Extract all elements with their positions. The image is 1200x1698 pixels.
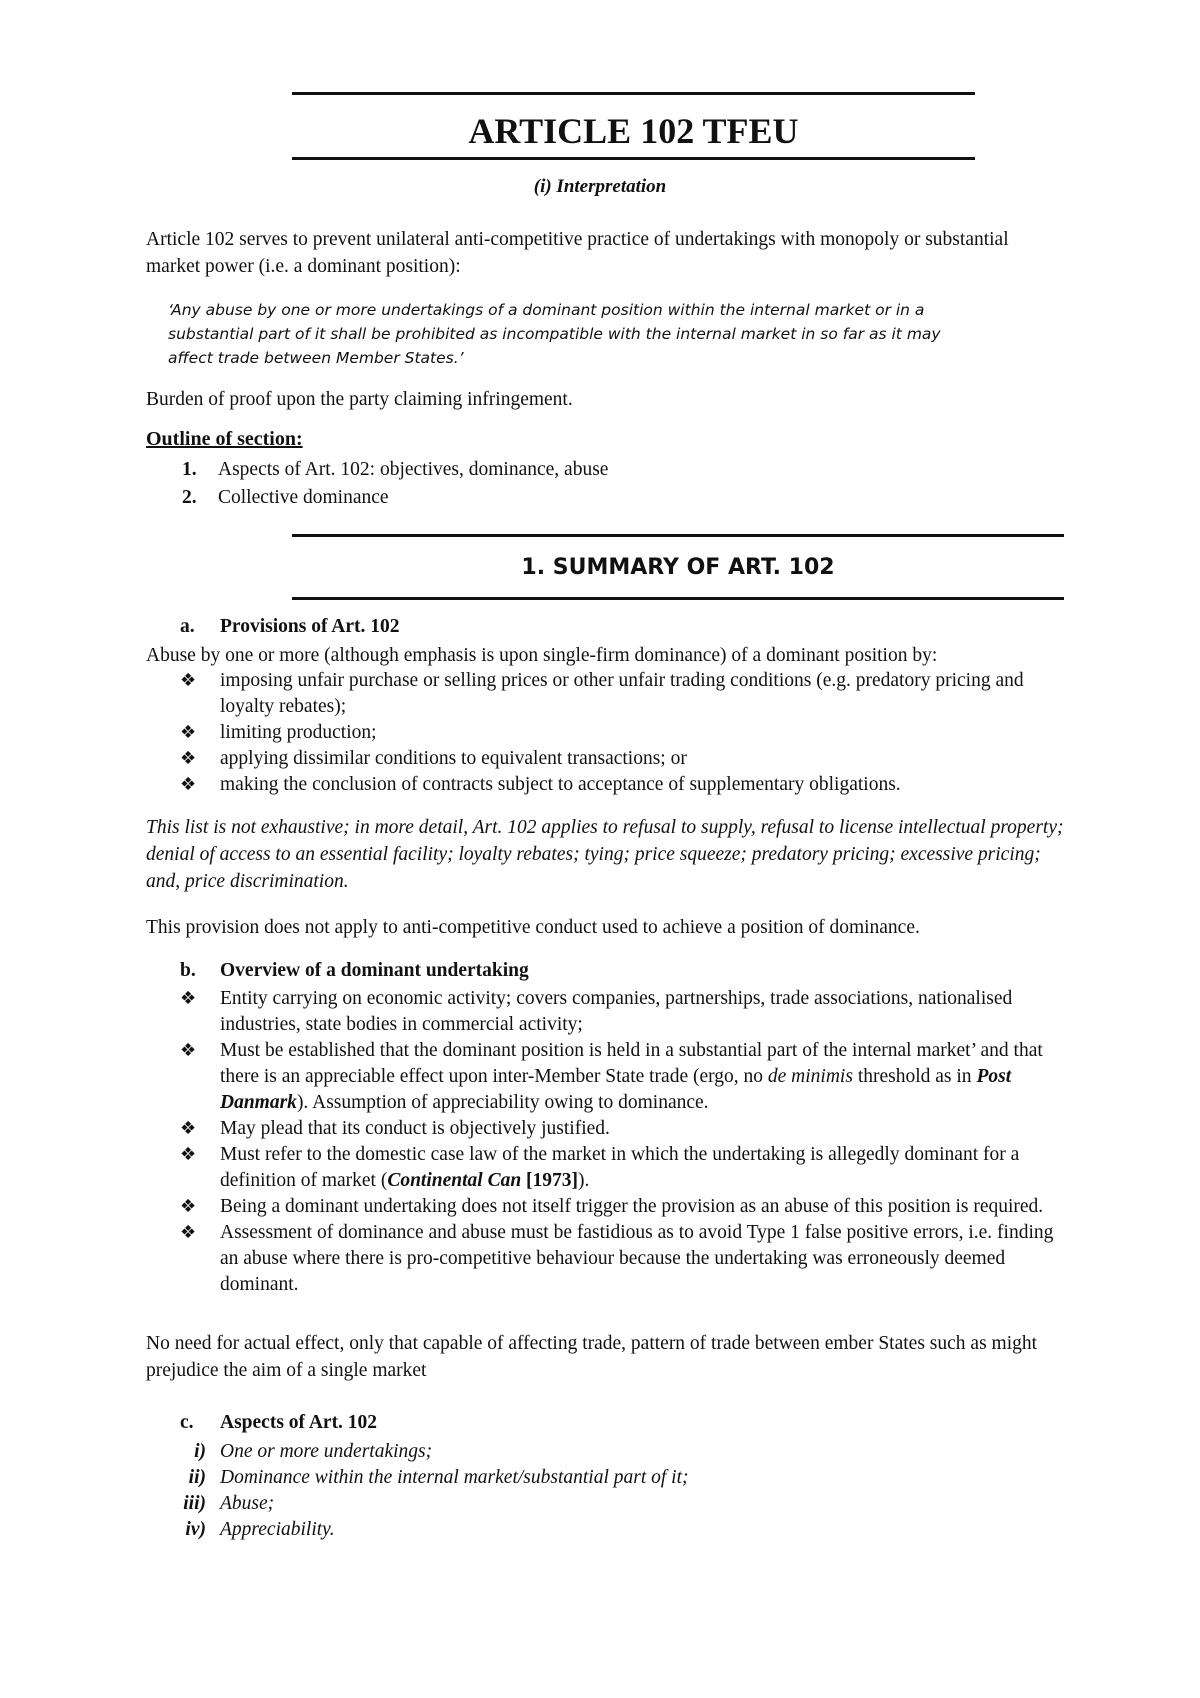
subheading-text: Aspects of Art. 102 (220, 1412, 378, 1433)
bullet-text-segment: Must be established that the dominant position is held in a substantial part of the internal market’ and that there is an appreciable effect upon inter-Member State trade (ergo, no (220, 1040, 1043, 1087)
bullet-text-segment: ). (578, 1170, 590, 1191)
diamond-bullet-icon: ❖ (180, 1196, 197, 1217)
aspect-text: Appreciability. (220, 1519, 335, 1540)
section-rule-bottom (292, 597, 1064, 600)
bullet-text-segment: ). Assumption of appreciability owing to dominance. (296, 1092, 709, 1113)
list-item (180, 720, 1070, 746)
title-block (292, 92, 975, 160)
subheading-letter: a. (180, 616, 195, 637)
outline-list (146, 456, 608, 512)
bullet-text-segment: threshold as in (852, 1066, 977, 1087)
page-title: ARTICLE 102 TFEU (468, 111, 799, 151)
list-item (180, 668, 1070, 720)
bullet-text (220, 1142, 1070, 1194)
bullet-text (220, 1038, 1070, 1116)
diamond-bullet-icon: ❖ (180, 1144, 197, 1165)
list-item (180, 1142, 1070, 1194)
bullet-text: Being a dominant undertaking does not itself trigger the provision as an abuse of this position is required. (220, 1196, 1044, 1217)
latin-term: de minimis (767, 1066, 853, 1087)
diamond-bullet-icon: ❖ (180, 988, 197, 1009)
effect-paragraph: No need for actual effect, only that capable of affecting trade, pattern of trade between ember States such as might prejudice the aim of a single market (146, 1333, 1038, 1381)
list-item (150, 1517, 689, 1543)
aspect-text: One or more undertakings; (220, 1441, 433, 1462)
subheading-text: Overview of a dominant undertaking (220, 960, 529, 981)
provisions-bullet-list (180, 668, 1070, 798)
diamond-bullet-icon: ❖ (180, 774, 197, 795)
outline-item (146, 484, 608, 512)
bullet-text: imposing unfair purchase or selling prices or other unfair trading conditions (e.g. predatory pricing and loyalty rebates); (220, 670, 1024, 717)
bullet-text: applying dissimilar conditions to equivalent transactions; or (220, 748, 687, 769)
dominance-note: This provision does not apply to anti-competitive conduct used to achieve a position of dominance. (146, 917, 920, 938)
aspect-text: Dominance within the internal market/substantial part of it; (220, 1467, 689, 1488)
section-title: 1. SUMMARY OF ART. 102 (521, 555, 835, 580)
aspect-text: Abuse; (220, 1493, 275, 1514)
aspects-list (150, 1439, 689, 1543)
case-year: [1973] (521, 1170, 579, 1191)
page-subtitle: (i) Interpretation (533, 176, 667, 197)
bullet-text: making the conclusion of contracts subject to acceptance of supplementary obligations. (220, 774, 901, 795)
section-rule-top (292, 534, 1064, 537)
bullet-text: Entity carrying on economic activity; covers companies, partnerships, trade associations, nationalised industries, state bodies in commercial activity; (220, 988, 1013, 1035)
list-item (180, 1194, 1070, 1220)
bullet-text: Assessment of dominance and abuse must be fastidious as to avoid Type 1 false positive errors, i.e. finding an abuse where there is pro-competitive behaviour because the undertaking was erroneously deemed dominant. (220, 1222, 1054, 1295)
subheading-a (180, 616, 399, 638)
roman-number: i) (194, 1441, 206, 1462)
subheading-text: Provisions of Art. 102 (220, 616, 400, 637)
bullet-text: May plead that its conduct is objectively justified. (220, 1118, 610, 1139)
section-heading-block (292, 534, 1064, 600)
subheading-b (180, 960, 529, 982)
article-quote: ‘Any abuse by one or more undertakings of a dominant position within the internal market or in a substantial part of it shall be prohibited as incompatible with the internal market in so far as it may affect trade between Member States.’ (168, 301, 941, 367)
list-item (150, 1491, 689, 1517)
title-rule-top (292, 92, 975, 95)
intro-paragraph: Article 102 serves to prevent unilateral anti-competitive practice of undertakings with monopoly or substantial market power (i.e. a dominant position): (146, 229, 1009, 277)
burden-paragraph: Burden of proof upon the party claiming infringement. (146, 389, 573, 410)
outline-heading: Outline of section: (146, 428, 303, 450)
diamond-bullet-icon: ❖ (180, 1222, 197, 1243)
list-item (150, 1439, 689, 1465)
list-item (150, 1465, 689, 1491)
dominant-undertaking-bullet-list (180, 986, 1070, 1298)
outline-text: Aspects of Art. 102: objectives, dominance, abuse (218, 459, 609, 480)
subheading-letter: c. (180, 1412, 194, 1433)
list-item (180, 1220, 1070, 1298)
subheading-c (180, 1412, 377, 1434)
outline-number: 1. (182, 459, 197, 480)
list-item (180, 986, 1070, 1038)
bullet-text-segment: Must refer to the domestic case law of the market in which the undertaking is allegedly dominant for a definition of market ( (220, 1144, 1020, 1191)
title-rule-bottom (292, 157, 975, 160)
outline-number: 2. (182, 487, 197, 508)
list-item (180, 772, 1070, 798)
case-name: Continental Can (387, 1170, 522, 1191)
bullet-text: limiting production; (220, 722, 377, 743)
diamond-bullet-icon: ❖ (180, 1040, 197, 1061)
outline-item (146, 456, 608, 484)
roman-number: iv) (185, 1519, 206, 1540)
subheading-letter: b. (180, 960, 196, 981)
diamond-bullet-icon: ❖ (180, 1118, 197, 1139)
roman-number: ii) (188, 1467, 206, 1488)
non-exhaustive-note: This list is not exhaustive; in more detail, Art. 102 applies to refusal to supply, refusal to license intellectual property; denial of access to an essential facility; loyalty rebates; tying; price squeeze; predatory pricing; excessive pricing; and, price discrimination. (146, 817, 1064, 892)
diamond-bullet-icon: ❖ (180, 670, 197, 691)
case-name: Post Danmark (220, 1066, 1012, 1113)
diamond-bullet-icon: ❖ (180, 748, 197, 769)
roman-number: iii) (183, 1493, 206, 1514)
diamond-bullet-icon: ❖ (180, 722, 197, 743)
provisions-lead: Abuse by one or more (although emphasis is upon single-firm dominance) of a dominant position by: (146, 645, 938, 666)
outline-text: Collective dominance (218, 487, 389, 508)
list-item (180, 1038, 1070, 1116)
list-item (180, 1116, 1070, 1142)
list-item (180, 746, 1070, 772)
